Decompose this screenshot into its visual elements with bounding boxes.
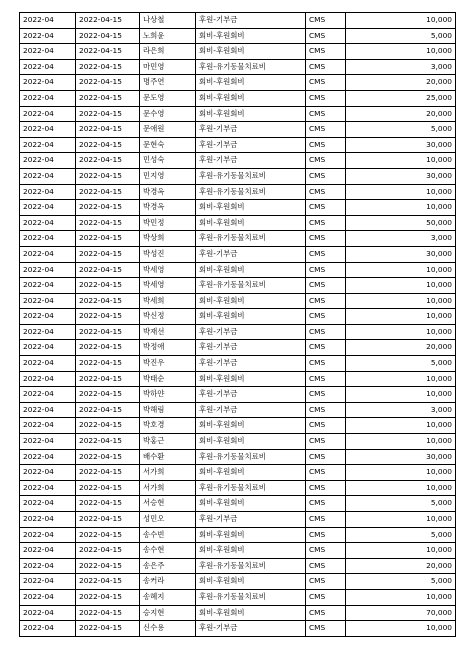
month-cell: 2022-04	[20, 402, 76, 418]
donor-name-cell: 문현숙	[140, 137, 196, 153]
amount-cell: 3,000	[346, 231, 456, 247]
month-cell: 2022-04	[20, 621, 76, 637]
category-cell: 회비-후원회비	[196, 75, 306, 91]
month-cell: 2022-04	[20, 512, 76, 528]
table-row	[20, 324, 456, 340]
donor-name-cell: 송수빈	[140, 527, 196, 543]
donation-ledger-table	[19, 12, 456, 637]
amount-cell: 5,000	[346, 122, 456, 138]
amount-cell: 25,000	[346, 90, 456, 106]
amount-cell: 10,000	[346, 512, 456, 528]
date-cell: 2022-04-15	[76, 106, 140, 122]
amount-cell: 5,000	[346, 356, 456, 372]
donor-name-cell: 박신정	[140, 309, 196, 325]
donor-name-cell: 성민오	[140, 512, 196, 528]
donor-name-cell: 민지영	[140, 168, 196, 184]
payment-method-cell: CMS	[306, 184, 346, 200]
donor-name-cell: 배수환	[140, 449, 196, 465]
month-cell: 2022-04	[20, 496, 76, 512]
payment-method-cell: CMS	[306, 200, 346, 216]
month-cell: 2022-04	[20, 387, 76, 403]
category-cell: 회비-후원회비	[196, 309, 306, 325]
month-cell: 2022-04	[20, 605, 76, 621]
amount-cell: 10,000	[346, 621, 456, 637]
category-cell: 후원-기부금	[196, 512, 306, 528]
amount-cell: 10,000	[346, 153, 456, 169]
month-cell: 2022-04	[20, 574, 76, 590]
donor-name-cell: 서가희	[140, 480, 196, 496]
date-cell: 2022-04-15	[76, 356, 140, 372]
date-cell: 2022-04-15	[76, 449, 140, 465]
month-cell: 2022-04	[20, 324, 76, 340]
category-cell: 후원-기부금	[196, 324, 306, 340]
amount-cell: 30,000	[346, 137, 456, 153]
date-cell: 2022-04-15	[76, 59, 140, 75]
table-row	[20, 340, 456, 356]
amount-cell: 50,000	[346, 215, 456, 231]
amount-cell: 5,000	[346, 574, 456, 590]
payment-method-cell: CMS	[306, 153, 346, 169]
amount-cell: 20,000	[346, 106, 456, 122]
category-cell: 후원-기부금	[196, 356, 306, 372]
table-row	[20, 589, 456, 605]
payment-method-cell: CMS	[306, 496, 346, 512]
category-cell: 회비-후원회비	[196, 262, 306, 278]
month-cell: 2022-04	[20, 543, 76, 559]
table-row	[20, 434, 456, 450]
donor-name-cell: 박홍근	[140, 434, 196, 450]
date-cell: 2022-04-15	[76, 28, 140, 44]
payment-method-cell: CMS	[306, 449, 346, 465]
date-cell: 2022-04-15	[76, 293, 140, 309]
payment-method-cell: CMS	[306, 262, 346, 278]
month-cell: 2022-04	[20, 418, 76, 434]
donor-name-cell: 승지현	[140, 605, 196, 621]
amount-cell: 10,000	[346, 371, 456, 387]
donor-name-cell: 박민정	[140, 215, 196, 231]
ledger-sheet	[19, 12, 456, 637]
payment-method-cell: CMS	[306, 589, 346, 605]
amount-cell: 20,000	[346, 75, 456, 91]
date-cell: 2022-04-15	[76, 184, 140, 200]
amount-cell: 5,000	[346, 527, 456, 543]
date-cell: 2022-04-15	[76, 465, 140, 481]
payment-method-cell: CMS	[306, 122, 346, 138]
date-cell: 2022-04-15	[76, 387, 140, 403]
table-row	[20, 605, 456, 621]
month-cell: 2022-04	[20, 558, 76, 574]
payment-method-cell: CMS	[306, 13, 346, 29]
table-row	[20, 246, 456, 262]
table-row	[20, 480, 456, 496]
donor-name-cell: 문애원	[140, 122, 196, 138]
table-row	[20, 449, 456, 465]
category-cell: 회비-후원회비	[196, 44, 306, 60]
month-cell: 2022-04	[20, 309, 76, 325]
category-cell: 후원-기부금	[196, 153, 306, 169]
payment-method-cell: CMS	[306, 90, 346, 106]
payment-method-cell: CMS	[306, 215, 346, 231]
category-cell: 회비-후원회비	[196, 496, 306, 512]
month-cell: 2022-04	[20, 184, 76, 200]
amount-cell: 3,000	[346, 402, 456, 418]
amount-cell: 10,000	[346, 589, 456, 605]
table-row	[20, 309, 456, 325]
date-cell: 2022-04-15	[76, 246, 140, 262]
donor-name-cell: 박호경	[140, 418, 196, 434]
category-cell: 회비-후원회비	[196, 200, 306, 216]
category-cell: 회비-후원회비	[196, 465, 306, 481]
table-row	[20, 293, 456, 309]
category-cell: 후원-유기동물치료비	[196, 184, 306, 200]
table-row	[20, 574, 456, 590]
table-row	[20, 543, 456, 559]
category-cell: 후원-기부금	[196, 137, 306, 153]
table-row	[20, 262, 456, 278]
donor-name-cell: 라은희	[140, 44, 196, 60]
payment-method-cell: CMS	[306, 527, 346, 543]
payment-method-cell: CMS	[306, 324, 346, 340]
table-row	[20, 200, 456, 216]
date-cell: 2022-04-15	[76, 527, 140, 543]
category-cell: 회비-후원회비	[196, 28, 306, 44]
amount-cell: 30,000	[346, 168, 456, 184]
table-row	[20, 44, 456, 60]
amount-cell: 20,000	[346, 340, 456, 356]
date-cell: 2022-04-15	[76, 496, 140, 512]
payment-method-cell: CMS	[306, 44, 346, 60]
table-row	[20, 13, 456, 29]
donor-name-cell: 박진우	[140, 356, 196, 372]
donor-name-cell: 명주연	[140, 75, 196, 91]
category-cell: 후원-기부금	[196, 402, 306, 418]
amount-cell: 5,000	[346, 28, 456, 44]
month-cell: 2022-04	[20, 215, 76, 231]
category-cell: 후원-유기동물치료비	[196, 59, 306, 75]
date-cell: 2022-04-15	[76, 605, 140, 621]
table-row	[20, 231, 456, 247]
amount-cell: 10,000	[346, 324, 456, 340]
month-cell: 2022-04	[20, 168, 76, 184]
donor-name-cell: 송혜지	[140, 589, 196, 605]
donor-name-cell: 박태순	[140, 371, 196, 387]
table-row	[20, 28, 456, 44]
table-row	[20, 387, 456, 403]
month-cell: 2022-04	[20, 44, 76, 60]
ledger-body	[20, 13, 456, 637]
amount-cell: 10,000	[346, 13, 456, 29]
month-cell: 2022-04	[20, 137, 76, 153]
month-cell: 2022-04	[20, 13, 76, 29]
donor-name-cell: 송은주	[140, 558, 196, 574]
table-row	[20, 90, 456, 106]
payment-method-cell: CMS	[306, 558, 346, 574]
amount-cell: 5,000	[346, 496, 456, 512]
table-row	[20, 215, 456, 231]
category-cell: 회비-후원회비	[196, 293, 306, 309]
payment-method-cell: CMS	[306, 574, 346, 590]
date-cell: 2022-04-15	[76, 434, 140, 450]
payment-method-cell: CMS	[306, 137, 346, 153]
donor-name-cell: 노희윤	[140, 28, 196, 44]
month-cell: 2022-04	[20, 231, 76, 247]
donor-name-cell: 박경옥	[140, 184, 196, 200]
amount-cell: 10,000	[346, 434, 456, 450]
table-row	[20, 621, 456, 637]
table-row	[20, 278, 456, 294]
donor-name-cell: 서승현	[140, 496, 196, 512]
category-cell: 회비-후원회비	[196, 215, 306, 231]
amount-cell: 10,000	[346, 309, 456, 325]
category-cell: 회비-후원회비	[196, 574, 306, 590]
donor-name-cell: 박재선	[140, 324, 196, 340]
table-row	[20, 527, 456, 543]
payment-method-cell: CMS	[306, 418, 346, 434]
date-cell: 2022-04-15	[76, 589, 140, 605]
payment-method-cell: CMS	[306, 28, 346, 44]
month-cell: 2022-04	[20, 589, 76, 605]
category-cell: 회비-후원회비	[196, 527, 306, 543]
date-cell: 2022-04-15	[76, 75, 140, 91]
table-row	[20, 168, 456, 184]
donor-name-cell: 박세영	[140, 262, 196, 278]
donor-name-cell: 문도영	[140, 90, 196, 106]
month-cell: 2022-04	[20, 106, 76, 122]
category-cell: 회비-후원회비	[196, 418, 306, 434]
payment-method-cell: CMS	[306, 168, 346, 184]
table-row	[20, 496, 456, 512]
category-cell: 회비-후원회비	[196, 90, 306, 106]
donor-name-cell: 박세영	[140, 278, 196, 294]
date-cell: 2022-04-15	[76, 558, 140, 574]
payment-method-cell: CMS	[306, 465, 346, 481]
table-row	[20, 465, 456, 481]
donor-name-cell: 민성숙	[140, 153, 196, 169]
amount-cell: 10,000	[346, 543, 456, 559]
amount-cell: 10,000	[346, 44, 456, 60]
date-cell: 2022-04-15	[76, 324, 140, 340]
donor-name-cell: 박하얀	[140, 387, 196, 403]
date-cell: 2022-04-15	[76, 543, 140, 559]
table-row	[20, 402, 456, 418]
donor-name-cell: 박상희	[140, 231, 196, 247]
date-cell: 2022-04-15	[76, 215, 140, 231]
table-row	[20, 558, 456, 574]
payment-method-cell: CMS	[306, 293, 346, 309]
table-row	[20, 153, 456, 169]
date-cell: 2022-04-15	[76, 418, 140, 434]
month-cell: 2022-04	[20, 293, 76, 309]
category-cell: 회비-후원회비	[196, 605, 306, 621]
category-cell: 회비-후원회비	[196, 434, 306, 450]
table-row	[20, 75, 456, 91]
amount-cell: 10,000	[346, 293, 456, 309]
month-cell: 2022-04	[20, 59, 76, 75]
donor-name-cell: 문수영	[140, 106, 196, 122]
category-cell: 후원-유기동물치료비	[196, 449, 306, 465]
table-row	[20, 137, 456, 153]
date-cell: 2022-04-15	[76, 153, 140, 169]
category-cell: 회비-후원회비	[196, 106, 306, 122]
donor-name-cell: 박성진	[140, 246, 196, 262]
payment-method-cell: CMS	[306, 512, 346, 528]
amount-cell: 10,000	[346, 418, 456, 434]
donor-name-cell: 박세희	[140, 293, 196, 309]
donor-name-cell: 마민영	[140, 59, 196, 75]
date-cell: 2022-04-15	[76, 480, 140, 496]
amount-cell: 30,000	[346, 449, 456, 465]
category-cell: 후원-유기동물치료비	[196, 231, 306, 247]
category-cell: 회비-후원회비	[196, 371, 306, 387]
payment-method-cell: CMS	[306, 340, 346, 356]
month-cell: 2022-04	[20, 153, 76, 169]
table-row	[20, 356, 456, 372]
table-row	[20, 371, 456, 387]
month-cell: 2022-04	[20, 262, 76, 278]
donor-name-cell: 나상철	[140, 13, 196, 29]
payment-method-cell: CMS	[306, 434, 346, 450]
donor-name-cell: 박정애	[140, 340, 196, 356]
table-row	[20, 512, 456, 528]
month-cell: 2022-04	[20, 28, 76, 44]
date-cell: 2022-04-15	[76, 122, 140, 138]
month-cell: 2022-04	[20, 434, 76, 450]
category-cell: 후원-유기동물치료비	[196, 589, 306, 605]
donor-name-cell: 송수현	[140, 543, 196, 559]
payment-method-cell: CMS	[306, 231, 346, 247]
amount-cell: 10,000	[346, 465, 456, 481]
payment-method-cell: CMS	[306, 621, 346, 637]
payment-method-cell: CMS	[306, 387, 346, 403]
month-cell: 2022-04	[20, 278, 76, 294]
month-cell: 2022-04	[20, 356, 76, 372]
month-cell: 2022-04	[20, 340, 76, 356]
payment-method-cell: CMS	[306, 605, 346, 621]
donor-name-cell: 박해림	[140, 402, 196, 418]
date-cell: 2022-04-15	[76, 402, 140, 418]
date-cell: 2022-04-15	[76, 13, 140, 29]
date-cell: 2022-04-15	[76, 512, 140, 528]
month-cell: 2022-04	[20, 75, 76, 91]
date-cell: 2022-04-15	[76, 278, 140, 294]
month-cell: 2022-04	[20, 449, 76, 465]
payment-method-cell: CMS	[306, 402, 346, 418]
table-row	[20, 418, 456, 434]
payment-method-cell: CMS	[306, 309, 346, 325]
payment-method-cell: CMS	[306, 59, 346, 75]
table-row	[20, 59, 456, 75]
category-cell: 회비-후원회비	[196, 543, 306, 559]
category-cell: 후원-유기동물치료비	[196, 168, 306, 184]
month-cell: 2022-04	[20, 527, 76, 543]
category-cell: 후원-기부금	[196, 246, 306, 262]
payment-method-cell: CMS	[306, 106, 346, 122]
amount-cell: 10,000	[346, 200, 456, 216]
date-cell: 2022-04-15	[76, 574, 140, 590]
date-cell: 2022-04-15	[76, 621, 140, 637]
amount-cell: 10,000	[346, 278, 456, 294]
date-cell: 2022-04-15	[76, 168, 140, 184]
month-cell: 2022-04	[20, 371, 76, 387]
table-row	[20, 106, 456, 122]
table-row	[20, 184, 456, 200]
month-cell: 2022-04	[20, 122, 76, 138]
donor-name-cell: 송커라	[140, 574, 196, 590]
date-cell: 2022-04-15	[76, 200, 140, 216]
date-cell: 2022-04-15	[76, 309, 140, 325]
table-row	[20, 122, 456, 138]
payment-method-cell: CMS	[306, 371, 346, 387]
month-cell: 2022-04	[20, 480, 76, 496]
category-cell: 후원-유기동물치료비	[196, 558, 306, 574]
date-cell: 2022-04-15	[76, 90, 140, 106]
date-cell: 2022-04-15	[76, 231, 140, 247]
amount-cell: 3,000	[346, 59, 456, 75]
date-cell: 2022-04-15	[76, 262, 140, 278]
payment-method-cell: CMS	[306, 246, 346, 262]
donor-name-cell: 서가희	[140, 465, 196, 481]
date-cell: 2022-04-15	[76, 137, 140, 153]
date-cell: 2022-04-15	[76, 340, 140, 356]
donor-name-cell: 신수용	[140, 621, 196, 637]
date-cell: 2022-04-15	[76, 371, 140, 387]
category-cell: 후원-기부금	[196, 340, 306, 356]
category-cell: 후원-유기동물치료비	[196, 278, 306, 294]
category-cell: 후원-기부금	[196, 122, 306, 138]
amount-cell: 10,000	[346, 387, 456, 403]
category-cell: 후원-유기동물치료비	[196, 480, 306, 496]
amount-cell: 30,000	[346, 246, 456, 262]
payment-method-cell: CMS	[306, 75, 346, 91]
category-cell: 후원-기부금	[196, 387, 306, 403]
payment-method-cell: CMS	[306, 278, 346, 294]
month-cell: 2022-04	[20, 246, 76, 262]
category-cell: 후원-기부금	[196, 621, 306, 637]
payment-method-cell: CMS	[306, 543, 346, 559]
month-cell: 2022-04	[20, 90, 76, 106]
amount-cell: 10,000	[346, 262, 456, 278]
date-cell: 2022-04-15	[76, 44, 140, 60]
payment-method-cell: CMS	[306, 480, 346, 496]
donor-name-cell: 박경옥	[140, 200, 196, 216]
payment-method-cell: CMS	[306, 356, 346, 372]
category-cell: 후원-기부금	[196, 13, 306, 29]
amount-cell: 10,000	[346, 184, 456, 200]
month-cell: 2022-04	[20, 200, 76, 216]
amount-cell: 20,000	[346, 558, 456, 574]
amount-cell: 70,000	[346, 605, 456, 621]
amount-cell: 10,000	[346, 480, 456, 496]
month-cell: 2022-04	[20, 465, 76, 481]
